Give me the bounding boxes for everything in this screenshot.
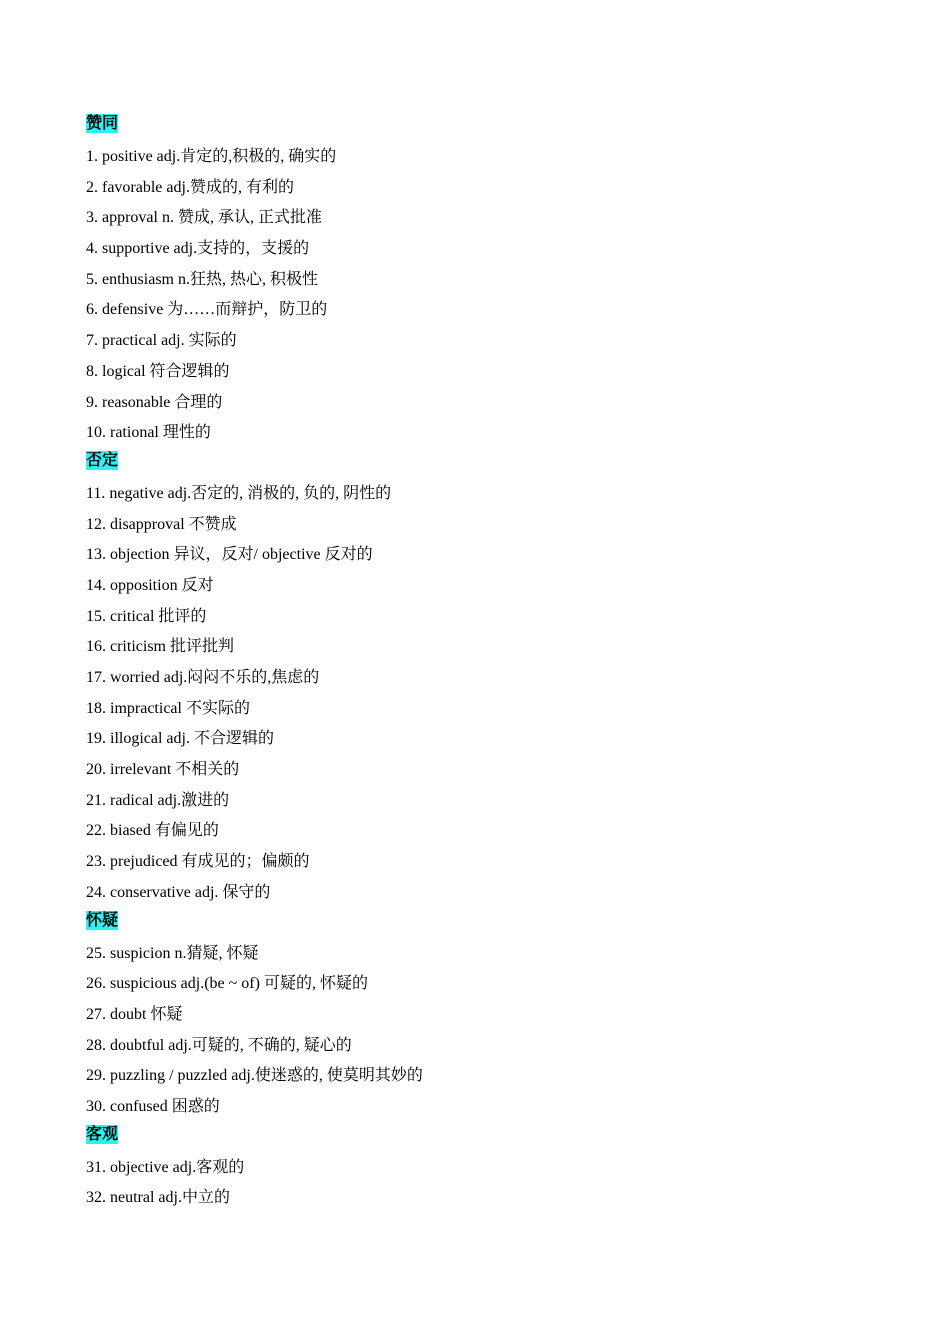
vocab-entry: 29. puzzling / puzzled adj.使迷惑的, 使莫明其妙的 xyxy=(86,1067,423,1085)
vocab-entry: 21. radical adj.激进的 xyxy=(86,791,230,809)
vocab-entry: 26. suspicious adj.(be ~ of) 可疑的, 怀疑的 xyxy=(86,975,368,993)
vocab-entry: 8. logical 符合逻辑的 xyxy=(86,362,230,380)
vocab-entry: 14. opposition 反对 xyxy=(86,576,214,594)
vocab-entry: 31. objective adj.客观的 xyxy=(86,1158,245,1176)
vocab-entry: 19. illogical adj. 不合逻辑的 xyxy=(86,730,274,748)
heading-highlight: 客观 xyxy=(86,1125,119,1143)
vocab-entry: 4. supportive adj.支持的，支援的 xyxy=(86,240,310,258)
vocab-entry: 32. neutral adj.中立的 xyxy=(86,1189,230,1207)
vocab-entry: 20. irrelevant 不相关的 xyxy=(86,761,240,779)
vocab-entry: 5. enthusiasm n.狂热, 热心, 积极性 xyxy=(86,270,318,288)
vocab-entry: 16. criticism 批评批判 xyxy=(86,638,234,656)
vocab-entry: 15. critical 批评的 xyxy=(86,607,207,625)
heading-highlight: 否定 xyxy=(86,451,119,469)
section-heading xyxy=(86,1123,886,1147)
vocab-entry: 22. biased 有偏见的 xyxy=(86,822,219,840)
section-heading xyxy=(86,112,886,136)
vocab-entry: 1. positive adj.肯定的,积极的, 确实的 xyxy=(86,148,337,165)
vocab-entry: 18. impractical 不实际的 xyxy=(86,699,250,717)
section-objective xyxy=(86,1123,886,1214)
vocab-entry: 7. practical adj. 实际的 xyxy=(86,332,237,350)
vocab-entry: 2. favorable adj.赞成的, 有利的 xyxy=(86,178,294,196)
document-page xyxy=(86,112,886,1214)
vocab-entry: 28. doubtful adj.可疑的, 不确的, 疑心的 xyxy=(86,1036,352,1054)
section-heading xyxy=(86,909,886,933)
heading-highlight: 赞同 xyxy=(86,115,119,132)
vocab-entry: 13. objection 异议，反对/ objective 反对的 xyxy=(86,546,373,564)
heading-highlight: 怀疑 xyxy=(86,911,119,929)
vocab-entry: 3. approval n. 赞成, 承认, 正式批准 xyxy=(86,209,322,227)
vocab-entry: 6. defensive 为……而辩护，防卫的 xyxy=(86,301,328,319)
section-agree xyxy=(86,112,886,449)
section-heading xyxy=(86,449,886,473)
vocab-entry: 12. disapproval 不赞成 xyxy=(86,515,237,533)
vocab-entry: 27. doubt 怀疑 xyxy=(86,1005,183,1023)
section-negative xyxy=(86,449,886,909)
vocab-entry: 24. conservative adj. 保守的 xyxy=(86,883,271,901)
section-doubt xyxy=(86,909,886,1123)
vocab-entry: 9. reasonable 合理的 xyxy=(86,393,223,411)
vocab-entry: 25. suspicion n.猜疑, 怀疑 xyxy=(86,944,259,962)
vocab-entry: 11. negative adj.否定的, 消极的, 负的, 阴性的 xyxy=(86,484,392,502)
vocab-entry: 17. worried adj.闷闷不乐的,焦虑的 xyxy=(86,669,320,686)
vocab-entry: 10. rational 理性的 xyxy=(86,424,211,442)
vocab-entry: 30. confused 困惑的 xyxy=(86,1097,220,1115)
vocab-entry: 23. prejudiced 有成见的；偏颇的 xyxy=(86,853,310,871)
